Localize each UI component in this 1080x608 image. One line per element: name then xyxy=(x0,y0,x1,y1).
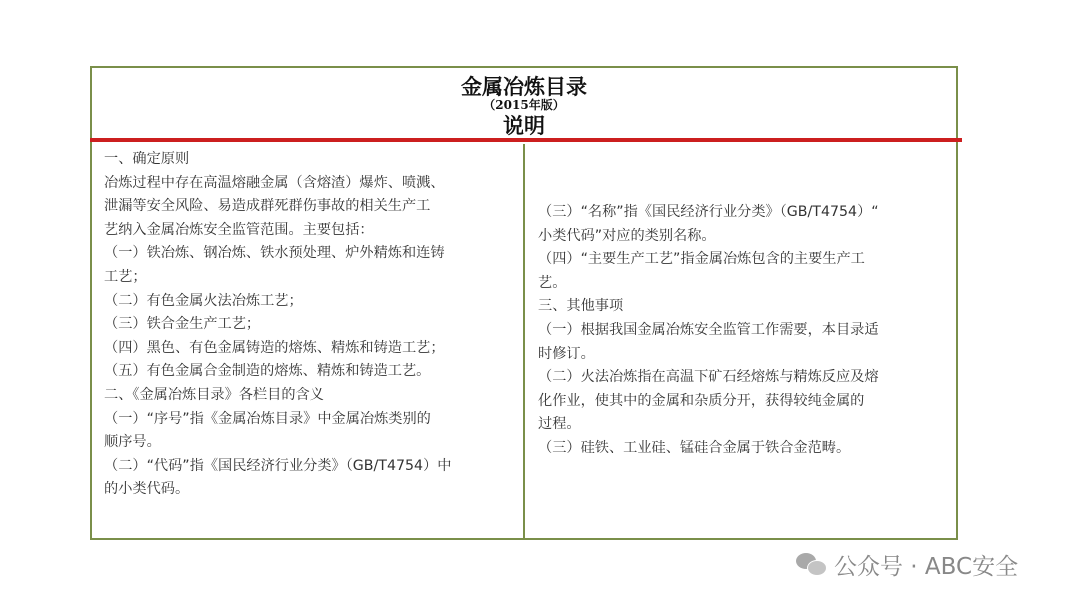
text-line: （一）“序号”指《金属冶炼目录》中金属冶炼类别的 xyxy=(104,410,431,427)
text-line: （一）铁冶炼、钢冶炼、铁水预处理、炉外精炼和连铸 xyxy=(104,245,445,262)
left-column xyxy=(92,144,524,538)
text-line: 二、《金属冶炼目录》各栏目的含义 xyxy=(104,386,324,403)
text-line: 化作业，使其中的金属和杂质分开，获得较纯金属的 xyxy=(538,392,865,409)
wechat-icon xyxy=(796,553,826,577)
text-line: （二）火法冶炼指在高温下矿石经熔炼与精炼反应及熔 xyxy=(538,369,879,386)
text-line: 一、确定原则 xyxy=(104,151,190,167)
text-line: （五）有色金属合金制造的熔炼、精炼和铸造工艺。 xyxy=(104,363,431,380)
text-line: 泄漏等安全风险、易造成群死群伤事故的相关生产工 xyxy=(104,198,431,215)
document-title: 金属冶炼目录 xyxy=(461,74,587,99)
text-line: （三）硅铁、工业硅、锰硅合金属于铁合金范畴。 xyxy=(538,439,851,456)
text-line: （四）黑色、有色金属铸造的熔炼、精炼和铸造工艺； xyxy=(104,339,445,356)
document-edition: （2015年版） xyxy=(483,98,565,112)
section-heading: 说明 xyxy=(503,113,545,138)
text-line: 时修订。 xyxy=(538,345,595,362)
text-line: （三）铁合金生产工艺； xyxy=(104,316,261,333)
watermark-text: 公众号 · ABC安全 xyxy=(834,554,1019,580)
text-line: 冶炼过程中存在高温熔融金属（含熔渣）爆炸、喷溅、 xyxy=(104,174,445,191)
right-column xyxy=(524,144,956,538)
watermark xyxy=(796,548,1018,581)
text-line: （二）“代码”指《国民经济行业分类》（GB/T4754）中 xyxy=(104,457,452,474)
text-line: （一）根据我国金属冶炼安全监管工作需要，本目录适 xyxy=(538,321,879,338)
text-line: 艺纳入金属冶炼安全监管范围。主要包括： xyxy=(104,221,374,238)
text-line: 艺。 xyxy=(538,274,567,291)
text-line: 三、其他事项 xyxy=(538,298,624,315)
table-header xyxy=(92,68,956,140)
text-line: 顺序号。 xyxy=(104,434,161,451)
text-line: （二）有色金属火法冶炼工艺； xyxy=(104,292,303,309)
text-line: 过程。 xyxy=(538,416,581,433)
text-line: 的小类代码。 xyxy=(104,481,190,498)
text-line: （三）“名称”指《国民经济行业分类》（GB/T4754）“ xyxy=(538,204,879,220)
text-line: （四）“主要生产工艺”指金属冶炼包含的主要生产工 xyxy=(538,251,865,268)
text-line: 小类代码”对应的类别名称。 xyxy=(538,227,716,244)
header-rule xyxy=(90,138,962,142)
text-line: 工艺； xyxy=(104,268,147,285)
